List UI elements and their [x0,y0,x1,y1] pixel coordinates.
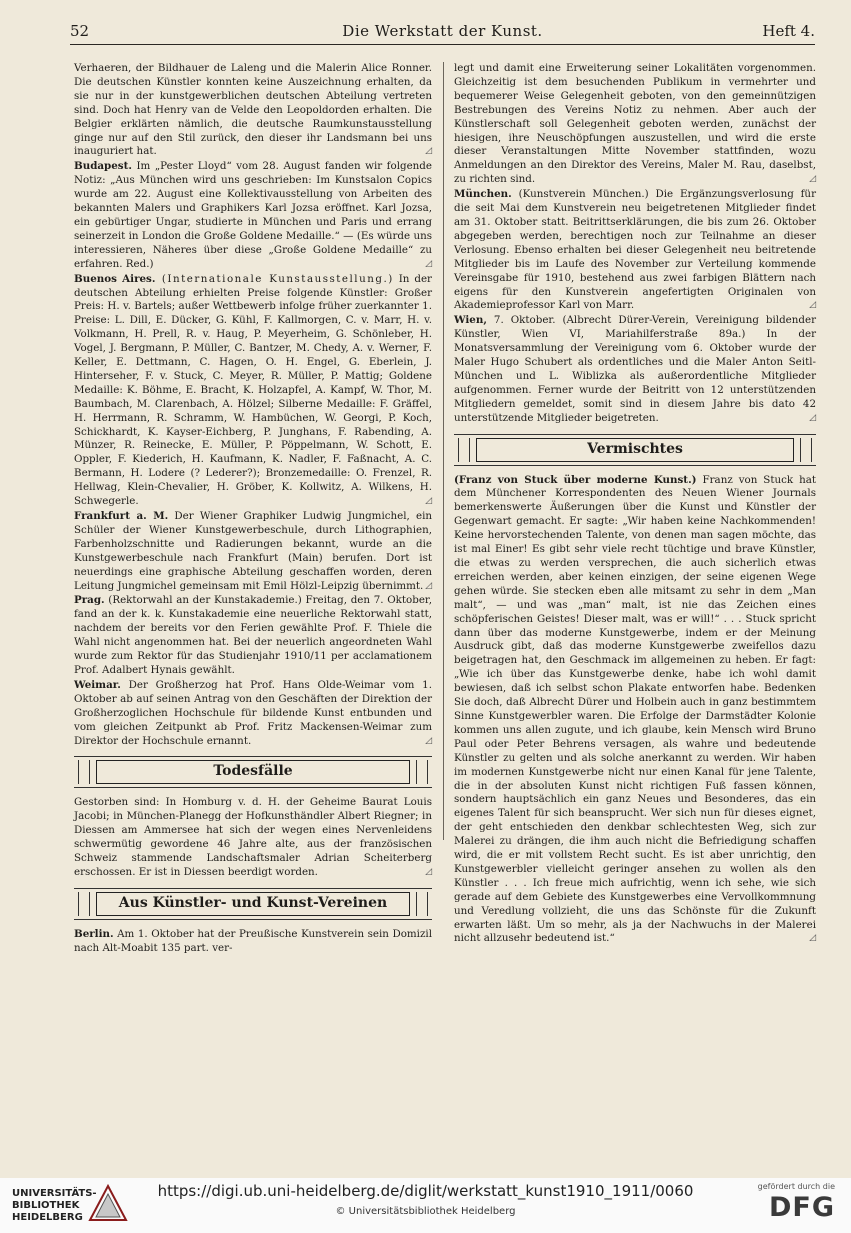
news-text: Der Großherzog hat Prof. Hans Olde-Weimar vom 1. Oktober ab auf seinen Antrag von den Geschäften der Direktion der Großherzoglichen Hochschule für bildende Kunst entbunden und vom gleichen Zeitpunkt ab Prof. Fritz Mackensen-Weimar zum Direktor der Hochschule ernannt. [74,678,432,747]
funding-note: gefördert durch die [757,1182,835,1191]
news-prag [74,594,432,677]
news-wien: Wien, 7. Oktober. (Albrecht Dürer-Verein, Vereinigung bildender Künstler, Wien VI, Mariahilferstraße 89a.) In der Monatsversammlung der Vereinigung vom 6. Oktober wurde der Maler Hugo Schubert als ordentliches und die Maler Anton Seitl-München und L. Wiblizka als außerordentliche Mitglieder aufgenommen. Ferner wurde der Beitritt von 12 unterstützenden Mitgliedern gemeldet, somit sind in diesem Jahre bis dato 42 unterstützende Mitglieder beigetreten. ◿ [454,314,816,424]
news-text: (Kunstverein München.) Die Ergänzungsverlosung für die seit Mai dem Kunstverein neu beigetretenen Mitglieder findet am 31. Oktober statt. Beitrittserklärungen, die bis zum 26. Oktober abgegeben werden, berechtigen noch zur Teilnahme an dieser Verlosung. Ebenso erhalten bei dieser Gelegenheit neu beitretende Mitglieder bis im Laufe des November zur Verteilung kommende Vereinsgabe für 1910, bestehend aus zwei farbigen Blättern nach eigens für den Kunstverein angefertigten Originalen von Akademieprofessor Karl von Marr. [454,188,816,312]
news-muenchen: München. (Kunstverein München.) Die Ergänzungsverlosung für die seit Mai dem Kunstverein neu beigetretenen Mitglieder findet am 31. Oktober statt. Beitrittserklärungen, die bis zum 26. Oktober abgegeben werden, berechtigen noch zur Teilnahme an dieser Verlosung. Ebenso erhalten bei dieser Gelegenheit neu beitretende Mitglieder bis im Laufe des November zur Verteilung kommende Vereinsgabe für 1910, bestehend aus zwei farbigen Blättern nach eigens für den Kunstverein angefertigten Originalen von Akademieprofessor Karl von Marr. ◿ [454,188,816,312]
paragraph-text: legt und damit eine Erweiterung seiner Lokalitäten vorgenommen. Gleichzeitig ist dem besuchenden Publikum in vermehrter und bequemerer Weise Gelegenheit geboten, von den gemeinnützigen Bestrebungen des Vereins Notiz zu nehmen. Aber auch der Künstlerschaft soll Gelegenheit geboten werden, zunächst der hiesigen, ihre Neuschöpfungen auszustellen, und wird die erste dieser Veranstaltungen Mitte November stattfinden, wozu Anmeldungen an den Direktor des Vereins, Maler M. Rau, daselbst, zu richten sind. [454,62,816,186]
copyright-notice: © Universitätsbibliothek Heidelberg [335,1206,516,1217]
news-berlin [74,928,432,956]
news-budapest: Budapest. Im „Pester Lloyd“ vom 28. August fanden wir folgende Notiz: „Aus München wird uns geschrieben: Im Kunstsalon Copics wurde am 22. August eine Kollektivausstellung von Arbeiten des bekannten Malers und Graphikers Karl Jozsa eröffnet. Karl Jozsa, ein gebürtiger Ungar, studierte in München und Paris und errang seinerzeit in London die Große Goldene Medaille.“ — (Es würde uns interessieren, Näheres über diese „Große Goldene Medaille“ zu erfahren. Red.) ◿ [74,160,432,270]
news-text: Am 1. Oktober hat der Preußische Kunstverein sein Domizil nach Alt-Moabit 135 part. ver- [74,927,432,954]
location-heading: Prag. [74,594,105,607]
article-paragraph: legt und damit eine Erweiterung seiner Lokalitäten vorgenommen. Gleichzeitig ist dem besuchenden Publikum in vermehrter und bequemerer Weise Gelegenheit geboten, von den gemeinnützigen Bestrebungen des Vereins Notiz zu nehmen. Aber auch der Künstlerschaft soll Gelegenheit geboten werden, zunächst der hiesigen, ihre Neuschöpfungen auszustellen, und wird die erste dieser Veranstaltungen Mitte November stattfinden, wozu Anmeldungen an den Direktor des Vereins, Maler M. Rau, daselbst, zu richten sind. ◿ [454,62,816,186]
paragraph-text: Gestorben sind: In Homburg v. d. H. der Geheime Baurat Louis Jacobi; in München-Planegg der Hofkunsthändler Albert Riegner; in Diessen am Ammersee hat sich der wegen eines Nervenleidens schwermütig gewordene 46 Jahre alte, aus der französischen Schweiz stammende Landschaftsmaler Adrian Scheiterberg erschossen. Er ist in Diessen beerdigt worden. [74,796,432,878]
section-title: Vermischtes [476,438,794,462]
obituary-text: Gestorben sind: In Homburg v. d. H. der Geheime Baurat Louis Jacobi; in München-Planegg der Hofkunsthändler Albert Riegner; in Diessen am Ammersee hat sich der wegen eines Nervenleidens schwermütig gewordene 46 Jahre alte, aus der französischen Schweiz stammende Landschaftsmaler Adrian Scheiterberg erschossen. Er ist in Diessen beerdigt worden. ◿ [74,796,432,878]
section-box-vermischtes [454,434,816,466]
news-text: 7. Oktober. (Albrecht Dürer-Verein, Vereinigung bildender Künstler, Wien VI, Mariahilferstraße 89a.) In der Monatsversammlung der Vereinigung vom 6. Oktober wurde der Maler Hugo Schubert als ordentliches und die Maler Anton Seitl-München und L. Wiblizka als außerordentliche Mitglieder aufgenommen. Ferner wurde der Beitritt von 12 unterstützenden Mitgliedern gemeldet, somit sind in diesem Jahre bis dato 42 unterstützende Mitglieder beigetreten. [454,314,816,424]
news-text: Der Wiener Graphiker Ludwig Jungmichel, ein Schüler der Wiener Kunstgewerbeschule, durch Lithographien, Farbenholzschnitte und Radierungen bekannt, wurde an die Kunstgewerbeschule nach Frankfurt (Main) berufen. Dort ist neuerdings eine graphische Abteilung geschaffen worden, deren Leitung Jungmichel gemeinsam mit Emil Hölzl-Leipzig übernimmt. [74,510,433,592]
news-subtitle: (Internationale Kunstausstellung.) [155,272,394,285]
right-column [454,62,816,947]
location-heading: Berlin. [74,927,114,940]
article-paragraph: Verhaeren, der Bildhauer de Laleng und die Malerin Alice Ronner. Die deutschen Künstler konnten keine Auszeichnung erhalten, da sie nur in der kunstgewerblichen deutschen Abteilung vertreten sind. Doch hat Henry van de Velde den Leopoldorden erhalten. Die Belgier erklärten nämlich, die deutsche Raumkunstausstellung ginge nur auf den Stil zurück, den dieser ihr Landsmann bei uns inauguriert hat. ◿ [74,62,432,158]
location-heading: Buenos Aires. [74,272,156,285]
permalink-url[interactable]: https://digi.ub.uni-heidelberg.de/diglit/werkstatt_kunst1910_1911/0060 [157,1182,694,1200]
location-heading: Wien, [454,314,487,327]
news-frankfurt: Frankfurt a. M. Der Wiener Graphiker Ludwig Jungmichel, ein Schüler der Wiener Kunstgewerbeschule, durch Lithographien, Farbenholzschnitte und Radierungen bekannt, wurde an die Kunstgewerbeschule nach Frankfurt (Main) berufen. Dort ist neuerdings eine graphische Abteilung geschaffen worden, deren Leitung Jungmichel gemeinsam mit Emil Hölzl-Leipzig übernimmt. ◿ [74,510,433,592]
paragraph-text: Verhaeren, der Bildhauer de Laleng und die Malerin Alice Ronner. Die deutschen Künstler konnten keine Auszeichnung erhalten, da sie nur in der kunstgewerblichen deutschen Abteilung vertreten sind. Doch hat Henry van de Velde den Leopoldorden erhalten. Die Belgier erklärten nämlich, die deutsche Raumkunstausstellung ginge nur auf den Stil zurück, den dieser ihr Landsmann bei uns inauguriert hat. [74,62,432,158]
library-name-line: UNIVERSITÄTS- [12,1188,97,1199]
location-heading: München. [454,188,512,201]
news-stuck: (Franz von Stuck über moderne Kunst.) Franz von Stuck hat dem Münchener Korrespondenten des Neuen Wiener Journals bemerkenswerte Äußerungen über die Kunst und Künstler der Gegenwart gemacht. Er sagte: „Wir haben keine Nachkommenden! Keine hervorstechenden Talente, von denen man sagen möchte, das ist mal Einer! Es gibt sehr viele recht tüchtige und brave Künstler, die etwas zu werden versprechen, die auch sicherlich etwas erreichen werden, aber keinen einzigen, der seine eigenen Wege gehen würde. Sie stecken eben alle mitsamt zu sehr in dem „Man malt“, — und was „man“ malt, ist nie das Zeichen eines schöpferischen Geistes! Dieser malt, was er will!“ . . . Stuck spricht dann über das moderne Kunstgewerbe, indem er der Meinung Ausdruck gibt, daß das moderne Kunstgewerbe zweifellos dazu beigetragen hat, den Geschmack im allgemeinen zu heben. Er fagt: „Wie ich über das Kunstgewerbe denke, habe ich wohl damit bewiesen, daß ich selbst schon Plakate entworfen habe. Bedenken Sie doch, daß Albrecht Dürer und Holbein auch in ganz bestimmtem Sinne Kunstgewerbler waren. Die Erfolge der Darmstädter Kolonie kommen uns allen zugute, und ich glaube, kein Mensch wird Bruno Paul oder Peter Behrens versagen, als wahre und bedeutende Künstler zu gelten und als solche anerkannt zu werden. Wir haben im modernen Kunstgewerbe nicht nur einen Kanal für jene Talente, die in der absoluten Kunst nicht richtigen Fuß fassen können, sondern hauptsächlich ein ganz Neues und Besonderes, das ein eigenes Talent für sich beansprucht. Wer sich nun für dieses eignet, der geht entschieden den denkbar schlechtesten Weg, sich zur Malerei zu drängen, die ihm auch nicht die Befriedigung schaffen wird, die er mit vollstem Recht sucht. Es ist aber unrichtig, den Kunstgewerbler vielleicht geringer ansehen zu wollen als den Künstler . . . Ich freue mich aufrichtig, wenn ich sehe, wie sich gerade auf dem Gebiete des Kunstgewerbes eine Vervollkommnung und Veredlung vollzieht, die uns das Schönste für die Zukunft erwarten läßt. Um so mehr, als ja der Nachwuchs in der Malerei nicht allzusehr bedeutend ist.“ ◿ [454,473,816,945]
news-text: Franz von Stuck hat dem Münchener Korrespondenten des Neuen Wiener Journals bemerkenswerte Äußerungen über die Kunst und Künstler der Gegenwart gemacht. Er sagte: „Wir haben keine Nachkommenden! Keine hervorstechenden Talente, von denen man sagen möchte, das ist mal Einer! Es gibt sehr viele recht tüchtige und brave Künstler, die etwas zu werden versprechen, die auch sicherlich etwas erreichen werden, aber keinen einzigen, der seine eigenen Wege gehen würde. Sie stecken eben alle mitsamt zu sehr in dem „Man malt“, — und was „man“ malt, ist nie das Zeichen eines schöpferischen Geistes! Dieser malt, was er will!“ . . . Stuck spricht dann über das moderne Kunstgewerbe, indem er der Meinung Ausdruck gibt, daß das moderne Kunstgewerbe zweifellos dazu beigetragen hat, den Geschmack im allgemeinen zu heben. Er fagt: „Wie ich über das Kunstgewerbe denke, habe ich wohl damit bewiesen, daß ich selbst schon Plakate entworfen habe. Bedenken Sie doch, daß Albrecht Dürer und Holbein auch in ganz bestimmtem Sinne Kunstgewerbler waren. Die Erfolge der Darmstädter Kolonie kommen uns allen zugute, und ich glaube, kein Mensch wird Bruno Paul oder Peter Behrens versagen, als wahre und bedeutende Künstler zu gelten und als solche anerkannt zu werden. Wir haben im modernen Kunstgewerbe nicht nur einen Kanal für jene Talente, die in der absoluten Kunst nicht richtigen Fuß fassen können, sondern hauptsächlich ein ganz Neues und Besonderes, das ein eigenes Talent für sich beansprucht. Wer sich nun für dieses eignet, der geht entschieden den denkbar schlechtesten Weg, sich zur Malerei zu drängen, die ihm auch nicht die Befriedigung schaffen wird, die er mit vollstem Recht sucht. Es ist aber unrichtig, den Kunstgewerbler vielleicht geringer ansehen zu wollen als den Künstler . . . Ich freue mich aufrichtig, wenn ich sehe, wie sich gerade auf dem Gebiete des Kunstgewerbes eine Vervollkommnung und Veredlung vollzieht, die uns das Schönste für die Zukunft erwarten läßt. Um so mehr, als ja der Nachwuchs in der Malerei nicht allzusehr bedeutend ist.“ [454,473,816,945]
header-rule [70,44,815,45]
news-weimar: Weimar. Der Großherzog hat Prof. Hans Olde-Weimar vom 1. Oktober ab auf seinen Antrag von den Geschäften der Direktion der Großherzoglichen Hochschule für bildende Kunst entbunden und vom gleichen Zeitpunkt ab Prof. Fritz Mackensen-Weimar zum Direktor der Hochschule ernannt. ◿ [74,678,432,747]
section-title: Todesfälle [96,760,410,784]
issue-number: Heft 4. [762,22,815,40]
viewer-footer [0,1178,851,1233]
location-heading: Frankfurt a. M. [74,510,169,522]
column-divider [443,62,444,840]
news-text: Im „Pester Lloyd“ vom 28. August fanden wir folgende Notiz: „Aus München wird uns geschrieben: Im Kunstsalon Copics wurde am 22. August eine Kollektivausstellung von Arbeiten des bekannten Malers und Graphikers Karl Jozsa eröffnet. Karl Jozsa, ein gebürtiger Ungar, studierte in München und Paris und errang seinerzeit in London die Große Goldene Medaille.“ — (Es würde uns interessieren, Näheres über diese „Große Goldene Medaille“ zu erfahren. Red.) [74,160,432,270]
section-box-vereine [74,888,432,920]
news-text: (Rektorwahl an der Kunstakademie.) Freitag, den 7. Oktober, fand an der k. k. Kunstakademie eine neuerliche Rektorwahl statt, nachdem der bereits vor den Ferien gewählte Prof. F. Thiele die Wahl nicht angenommen hat. Bei der neuerlich angeordneten Wahl wurde zum Rektor für das Studienjahr 1910/11 per acclamationem Prof. Adalbert Hynais gewählt. [74,594,432,676]
location-heading: (Franz von Stuck über moderne Kunst.) [454,473,697,486]
left-column [74,62,432,957]
news-buenos-aires: Buenos Aires. (Internationale Kunstausstellung.) In der deutschen Abteilung erhielten Preise folgende Künstler: Großer Preis: H. v. Bartels; außer Wettbewerb infolge früher zuerkannter 1. Preise: L. Dill, E. Dücker, G. Kühl, F. Kallmorgen, C. v. Marr, H. v. Volkmann, H. Prell, R. v. Haug, P. Meyerheim, G. Schönleber, H. Vogel, J. Bergmann, P. Müller, C. Bantzer, M. Chedy, A. v. Werner, F. Keller, E. Dettmann, C. Hagen, O. H. Engel, G. Eberlein, J. Hinterseher, F. v. Stuck, C. Meyer, R. Müller, P. Mattig; Goldene Medaille: K. Böhme, E. Bracht, K. Holzapfel, A. Kampf, W. Thor, M. Baumbach, M. Clarenbach, A. Hölzel; Silberne Medaille: F. Gräffel, H. Herrmann, R. Schramm, W. Hambüchen, W. Georgi, P. Koch, Schickhardt, K. Kayser-Eichberg, P. Junghans, F. Rabending, A. Münzer, R. Reinecke, E. Müller, P. Pöppelmann, W. Schott, E. Oppler, F. Kiederich, H. Kaufmann, K. Nadler, F. Faßnacht, A. C. Bermann, H. Lodere (? Lederer?); Bronzemedaille: O. Frenzel, R. Hellwag, Klein-Chevalier, H. Gröber, K. Kollwitz, A. Wilkens, H. Schwegerle. ◿ [74,272,432,508]
journal-title: Die Werkstatt der Kunst. [342,22,543,40]
dfg-logo: DFG [768,1192,835,1223]
section-box-todesfaelle [74,756,432,788]
library-name-line: BIBLIOTHEK [12,1200,80,1211]
library-name-line: HEIDELBERG [12,1212,83,1223]
location-heading: Budapest. [74,160,132,173]
page-number: 52 [70,22,90,40]
location-heading: Weimar. [74,678,121,691]
news-text: In der deutschen Abteilung erhielten Preise folgende Künstler: Großer Preis: H. v. Bartels; außer Wettbewerb infolge früher zuerkannter 1. Preise: L. Dill, E. Dücker, G. Kühl, F. Kallmorgen, C. v. Marr, H. v. Volkmann, H. Prell, R. v. Haug, P. Meyerheim, G. Schönleber, H. Vogel, J. Bergmann, P. Müller, C. Bantzer, M. Chedy, A. v. Werner, F. Keller, E. Dettmann, C. Hagen, O. H. Engel, G. Eberlein, J. Hinterseher, F. v. Stuck, C. Meyer, R. Müller, P. Mattig; Goldene Medaille: K. Böhme, E. Bracht, K. Holzapfel, A. Kampf, W. Thor, M. Baumbach, M. Clarenbach, A. Hölzel; Silberne Medaille: F. Gräffel, H. Herrmann, R. Schramm, W. Hambüchen, W. Georgi, P. Koch, Schickhardt, K. Kayser-Eichberg, P. Junghans, F. Rabending, A. Münzer, R. Reinecke, E. Müller, P. Pöppelmann, W. Schott, E. Oppler, F. Kiederich, H. Kaufmann, K. Nadler, F. Faßnacht, A. C. Bermann, H. Lodere (? Lederer?); Bronzemedaille: O. Frenzel, R. Hellwag, Klein-Chevalier, H. Gröber, K. Kollwitz, A. Wilkens, H. Schwegerle. [74,272,432,508]
section-title: Aus Künstler- und Kunst-Vereinen [96,892,410,916]
